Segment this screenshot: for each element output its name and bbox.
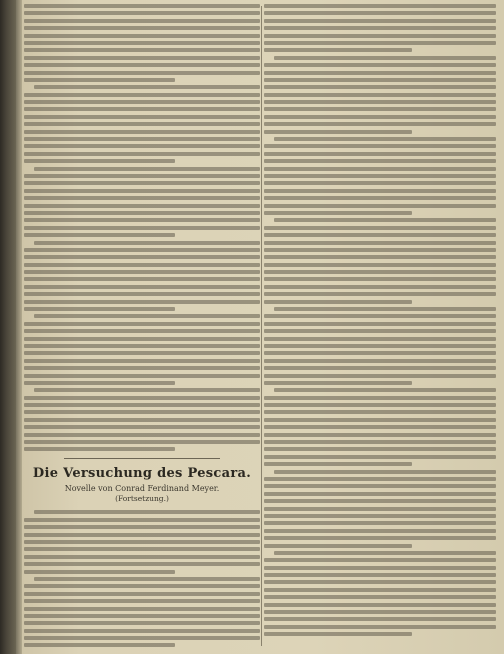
illegible-text-line (264, 617, 496, 621)
illegible-text-line (264, 226, 496, 230)
illegible-text-line (24, 300, 260, 304)
illegible-text-line (274, 551, 496, 555)
illegible-text-line (24, 433, 260, 437)
illegible-text-line (264, 144, 496, 148)
illegible-text-line (24, 11, 260, 15)
illegible-text-line (24, 152, 260, 156)
illegible-text-line (264, 521, 496, 525)
illegible-text-line (264, 85, 496, 89)
illegible-text-line (24, 533, 260, 537)
illegible-text-line (24, 584, 260, 588)
illegible-text-line (264, 263, 496, 267)
illegible-text-line (264, 603, 496, 607)
illegible-text-line (24, 366, 260, 370)
illegible-text-line (264, 566, 496, 570)
illegible-text-line (264, 48, 412, 52)
illegible-text-line (34, 577, 260, 581)
illegible-text-line (34, 241, 260, 245)
body-text-right (264, 4, 496, 636)
article-heading (24, 458, 260, 504)
illegible-text-line (274, 470, 496, 474)
illegible-text-line (264, 122, 496, 126)
illegible-text-line (264, 484, 496, 488)
illegible-text-line (264, 558, 496, 562)
illegible-text-line (264, 11, 496, 15)
illegible-text-line (24, 329, 260, 333)
illegible-text-line (24, 226, 260, 230)
illegible-text-line (264, 292, 496, 296)
illegible-text-line (264, 337, 496, 341)
illegible-text-line (24, 621, 260, 625)
illegible-text-line (264, 499, 496, 503)
illegible-text-line (264, 410, 496, 414)
illegible-text-line (24, 204, 260, 208)
illegible-text-line (264, 159, 496, 163)
illegible-text-line (264, 100, 496, 104)
illegible-text-line (264, 529, 496, 533)
illegible-text-line (24, 137, 260, 141)
illegible-text-line (264, 71, 496, 75)
illegible-text-line (24, 607, 260, 611)
illegible-text-line (264, 329, 496, 333)
illegible-text-line (24, 270, 260, 274)
illegible-text-line (24, 592, 260, 596)
illegible-text-line (24, 322, 260, 326)
illegible-text-line (24, 614, 260, 618)
illegible-text-line (24, 263, 260, 267)
article-continuation-note: (Fortsetzung.) (115, 494, 169, 504)
illegible-text-line (264, 418, 496, 422)
illegible-text-line (264, 152, 496, 156)
illegible-text-line (34, 510, 260, 514)
illegible-text-line (264, 507, 496, 511)
illegible-text-line (264, 440, 496, 444)
illegible-text-line (24, 525, 260, 529)
illegible-text-line (24, 233, 175, 237)
illegible-text-line (24, 122, 260, 126)
illegible-text-line (24, 100, 260, 104)
illegible-text-line (264, 447, 496, 451)
illegible-text-line (264, 181, 496, 185)
article-byline: Novelle von Conrad Ferdinand Meyer. (64, 484, 220, 494)
illegible-text-line (24, 56, 260, 60)
illegible-text-line (24, 629, 260, 633)
illegible-text-line (264, 4, 496, 8)
illegible-text-line (24, 447, 175, 451)
illegible-text-line (264, 34, 496, 38)
illegible-text-line (24, 381, 175, 385)
illegible-text-line (264, 314, 496, 318)
illegible-text-line (24, 277, 260, 281)
illegible-text-line (24, 396, 260, 400)
illegible-text-line (24, 547, 260, 551)
illegible-text-line (24, 518, 260, 522)
illegible-text-line (264, 196, 496, 200)
illegible-text-line (24, 570, 175, 574)
illegible-text-line (264, 455, 496, 459)
illegible-text-line (264, 130, 412, 134)
illegible-text-line (264, 93, 496, 97)
illegible-text-line (24, 374, 260, 378)
illegible-text-line (24, 555, 260, 559)
illegible-text-line (264, 610, 496, 614)
illegible-text-line (264, 573, 496, 577)
illegible-text-line (24, 418, 260, 422)
illegible-text-line (274, 137, 496, 141)
illegible-text-line (264, 285, 496, 289)
illegible-text-line (24, 130, 260, 134)
illegible-text-line (264, 580, 496, 584)
illegible-text-line (264, 167, 496, 171)
illegible-text-line (264, 277, 496, 281)
book-binding-edge (0, 0, 16, 654)
illegible-text-line (34, 85, 260, 89)
column-divider (261, 6, 262, 646)
illegible-text-line (24, 425, 260, 429)
illegible-text-line (264, 115, 496, 119)
illegible-text-line (264, 381, 412, 385)
illegible-text-line (264, 255, 496, 259)
illegible-text-line (24, 359, 260, 363)
illegible-text-line (24, 643, 175, 647)
article-title: Die Versuchung des Pescara. (32, 466, 252, 482)
illegible-text-line (274, 388, 496, 392)
illegible-text-line (264, 433, 496, 437)
illegible-text-line (24, 410, 260, 414)
illegible-text-line (264, 632, 412, 636)
illegible-text-line (264, 625, 496, 629)
body-text-left-bottom (24, 510, 260, 647)
illegible-text-line (24, 403, 260, 407)
illegible-text-line (264, 462, 412, 466)
illegible-text-line (264, 41, 496, 45)
illegible-text-line (24, 440, 260, 444)
illegible-text-line (264, 425, 496, 429)
illegible-text-line (24, 93, 260, 97)
illegible-text-line (24, 4, 260, 8)
illegible-text-line (24, 115, 260, 119)
illegible-text-line (264, 544, 412, 548)
illegible-text-line (24, 337, 260, 341)
illegible-text-line (24, 71, 260, 75)
illegible-text-line (264, 189, 496, 193)
illegible-text-line (264, 174, 496, 178)
illegible-text-line (264, 78, 496, 82)
illegible-text-line (264, 359, 496, 363)
illegible-text-line (24, 34, 260, 38)
illegible-text-line (24, 19, 260, 23)
illegible-text-line (264, 204, 496, 208)
illegible-text-line (24, 351, 260, 355)
illegible-text-line (274, 218, 496, 222)
illegible-text-line (34, 314, 260, 318)
heading-rule (64, 458, 220, 459)
illegible-text-line (24, 599, 260, 603)
illegible-text-line (34, 388, 260, 392)
illegible-text-line (24, 292, 260, 296)
illegible-text-line (24, 307, 175, 311)
illegible-text-line (274, 307, 496, 311)
illegible-text-line (24, 285, 260, 289)
illegible-text-line (24, 196, 260, 200)
illegible-text-line (264, 492, 496, 496)
illegible-text-line (24, 159, 175, 163)
illegible-text-line (24, 41, 260, 45)
right-column (264, 4, 496, 640)
illegible-text-line (274, 56, 496, 60)
illegible-text-line (264, 588, 496, 592)
illegible-text-line (24, 107, 260, 111)
illegible-text-line (24, 48, 260, 52)
illegible-text-line (264, 241, 496, 245)
body-text-left-top (24, 4, 260, 451)
illegible-text-line (24, 636, 260, 640)
illegible-text-line (264, 477, 496, 481)
illegible-text-line (264, 351, 496, 355)
illegible-text-line (24, 174, 260, 178)
illegible-text-line (264, 63, 496, 67)
illegible-text-line (24, 248, 260, 252)
left-column (24, 4, 260, 651)
illegible-text-line (24, 540, 260, 544)
illegible-text-line (24, 189, 260, 193)
illegible-text-line (24, 562, 260, 566)
illegible-text-line (24, 344, 260, 348)
illegible-text-line (264, 19, 496, 23)
illegible-text-line (24, 218, 260, 222)
illegible-text-line (264, 514, 496, 518)
illegible-text-line (24, 255, 260, 259)
illegible-text-line (264, 107, 496, 111)
illegible-text-line (264, 233, 496, 237)
illegible-text-line (264, 211, 412, 215)
illegible-text-line (264, 403, 496, 407)
illegible-text-line (34, 167, 260, 171)
illegible-text-line (264, 26, 496, 30)
illegible-text-line (264, 270, 496, 274)
illegible-text-line (24, 63, 260, 67)
illegible-text-line (264, 322, 496, 326)
illegible-text-line (264, 396, 496, 400)
illegible-text-line (24, 181, 260, 185)
illegible-text-line (24, 144, 260, 148)
illegible-text-line (24, 211, 260, 215)
illegible-text-line (24, 78, 175, 82)
illegible-text-line (264, 595, 496, 599)
illegible-text-line (264, 344, 496, 348)
illegible-text-line (24, 26, 260, 30)
illegible-text-line (264, 536, 496, 540)
illegible-text-line (264, 366, 496, 370)
illegible-text-line (264, 374, 496, 378)
illegible-text-line (264, 248, 496, 252)
illegible-text-line (264, 300, 412, 304)
